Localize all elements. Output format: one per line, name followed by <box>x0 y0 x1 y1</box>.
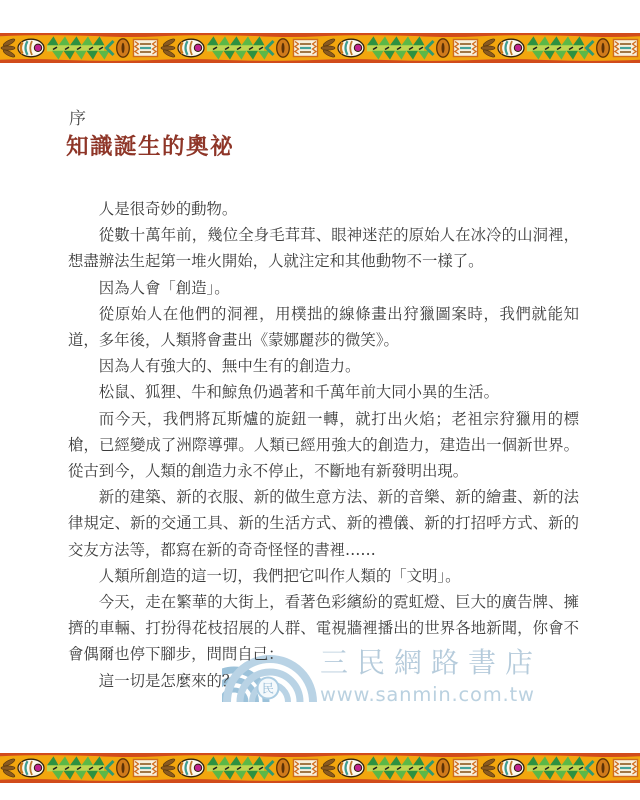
sanmin-logo-char: 民 <box>261 681 275 696</box>
paragraph: 從數十萬年前，幾位全身毛茸茸、眼神迷茫的原始人在冰冷的山洞裡，想盡辦法生起第一堆火開始，人就注定和其他動物不一樣了。 <box>68 226 579 271</box>
page-title: 知識誕生的奧祕 <box>66 134 235 160</box>
body-text <box>68 196 579 694</box>
paragraph: 因為人會「創造」。 <box>98 278 230 297</box>
paragraph: 松鼠、狐狸、牛和鯨魚仍過著和千萬年前大同小異的生活。 <box>98 383 499 402</box>
decorative-border-bottom <box>0 753 640 783</box>
watermark-store-name: 三民網路書店 <box>320 646 543 679</box>
watermark-url: www.sanmin.com.tw <box>320 683 535 706</box>
paragraph: 而今天，我們將瓦斯爐的旋鈕一轉，就打出火焰；老祖宗狩獵用的標槍，已經變成了洲際導彈。人類已經用強大的創造力，建造出一個新世界。從古到今，人類的創造力永不停止，不斷地有新發明出現。 <box>68 409 579 481</box>
paragraph: 因為人有強大的、無中生有的創造力。 <box>98 357 361 376</box>
paragraph: 人類所創造的這一切，我們把它叫作人類的「文明」。 <box>98 566 461 585</box>
decorative-border-top <box>0 33 640 63</box>
paragraph: 從原始人在他們的洞裡，用樸拙的線條畫出狩獵圖案時，我們就能知道，多年後，人類將會畫出《蒙娜麗莎的微笑》。 <box>68 304 579 350</box>
paragraph: 今天，走在繁華的大街上，看著色彩繽紛的霓虹燈、巨大的廣告牌、擁擠的車輛、打扮得花枝招展的人群、電視牆裡播出的世界各地新聞，你會不會偶爾也停下腳步，問問自己： <box>68 593 579 664</box>
paragraph: 這一切是怎麼來的？ <box>98 671 238 690</box>
paragraph: 新的建築、新的衣服、新的做生意方法、新的音樂、新的繪畫、新的法律規定、新的交通工具、新的生活方式、新的禮儀、新的打招呼方式、新的交友方法等，都寫在新的奇奇怪怪的書裡…… <box>68 488 579 559</box>
paragraph: 人是很奇妙的動物。 <box>98 200 238 218</box>
section-label: 序 <box>69 109 87 129</box>
